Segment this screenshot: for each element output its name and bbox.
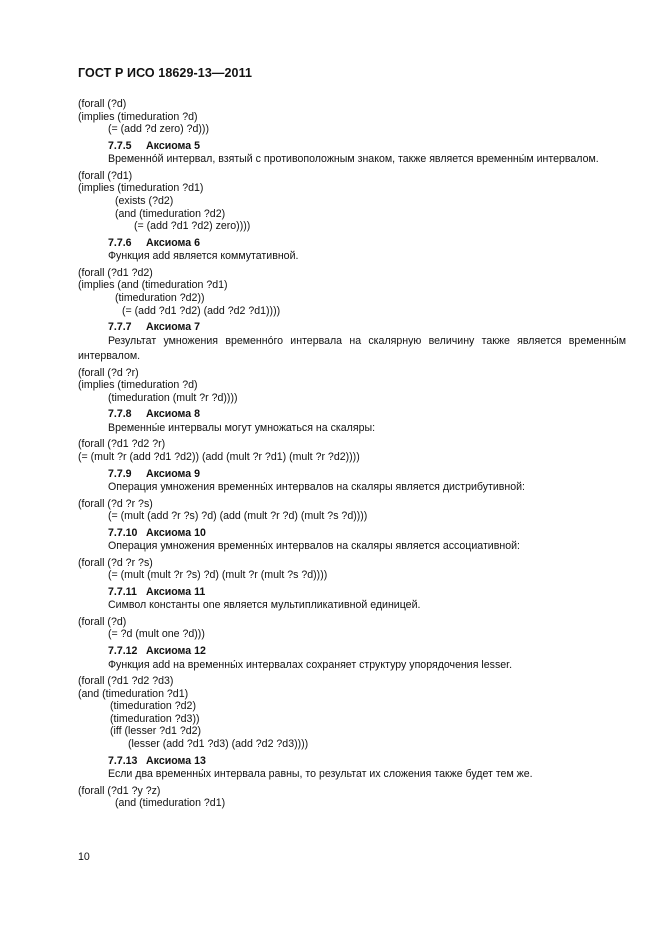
code-line: (forall (?d1)	[78, 169, 133, 182]
page-number: 10	[78, 851, 90, 863]
code-line: (= (mult (add ?r ?s) ?d) (add (mult ?r ?d) (mult ?s ?d))))	[108, 510, 368, 523]
section-title: Аксиома 12	[146, 645, 206, 658]
code-block	[78, 367, 626, 405]
code-line: (= (mult (mult ?r ?s) ?d) (mult ?r (mult ?s ?d))))	[108, 569, 328, 582]
code-line: (and (timeduration ?d1)	[78, 687, 189, 700]
section-heading	[78, 527, 626, 540]
code-line: (= (add ?d zero) ?d)))	[108, 123, 209, 136]
code-line: (implies (timeduration ?d)	[78, 110, 198, 123]
section-number: 7.7.9	[108, 467, 132, 480]
section-text: Результат умножения временно́го интервала на скалярную величину также является временны́м интервалом.	[78, 334, 626, 363]
code-line: (timeduration ?d3))	[110, 712, 200, 725]
section-number: 7.7.11	[108, 585, 137, 598]
section-title: Аксиома 8	[146, 408, 200, 421]
code-line: (implies (and (timeduration ?d1)	[78, 279, 228, 292]
code-line: (forall (?d1 ?d2 ?r)	[78, 438, 166, 451]
section-heading	[78, 645, 626, 658]
code-line: (forall (?d)	[78, 98, 127, 110]
code-block	[78, 498, 626, 523]
code-line: (timeduration ?d2)	[110, 700, 196, 713]
section-text: Операция умножения временны́х интервалов на скаляры является дистрибутивной:	[108, 481, 526, 494]
section-number: 7.7.13	[108, 754, 138, 767]
section-text: Операция умножения временны́х интервалов на скаляры является ассоциативной:	[108, 540, 520, 553]
code-line: (timeduration (mult ?r ?d))))	[108, 391, 238, 404]
section-title: Аксиома 6	[146, 236, 200, 249]
code-line: (and (timeduration ?d2)	[115, 207, 226, 220]
intro-code-block	[78, 98, 626, 136]
code-block	[78, 170, 626, 233]
section-heading	[78, 586, 626, 599]
code-line: (= (add ?d1 ?d2) zero))))	[134, 220, 251, 233]
section-number: 7.7.5	[108, 139, 132, 152]
section-text: Если два временны́х интервала равны, то результат их сложения также будет тем же.	[108, 768, 533, 781]
code-block	[78, 557, 626, 582]
section-text: Временно́й интервал, взятый с противоположным знаком, также является временны́м интервалом.	[108, 153, 599, 166]
code-block	[78, 267, 626, 317]
code-line: (implies (timeduration ?d)	[78, 379, 198, 392]
code-line: (= ?d (mult one ?d)))	[108, 628, 205, 641]
code-line: (= (add ?d1 ?d2) (add ?d2 ?d1))))	[122, 304, 281, 317]
section-number: 7.7.6	[108, 236, 132, 249]
section-title: Аксиома 9	[146, 467, 200, 480]
section-number: 7.7.12	[108, 645, 138, 658]
code-line: (= (mult ?r (add ?d1 ?d2)) (add (mult ?r ?d1) (mult ?r ?d2))))	[78, 450, 360, 463]
code-line: (forall (?d1 ?d2)	[78, 266, 153, 279]
section-heading	[78, 468, 626, 481]
section-title: Аксиома 5	[146, 139, 200, 152]
code-line: (forall (?d)	[78, 615, 127, 628]
code-line: (forall (?d1 ?y ?z)	[78, 784, 161, 797]
code-line: (exists (?d2)	[115, 194, 174, 207]
code-block	[78, 785, 626, 810]
section-title: Аксиома 7	[146, 321, 200, 334]
code-line: (lesser (add ?d1 ?d3) (add ?d2 ?d3))))	[128, 738, 309, 751]
section-text: Функция add является коммутативной.	[108, 250, 299, 263]
section-number: 7.7.10	[108, 526, 138, 539]
section-title: Аксиома 11	[146, 585, 206, 598]
section-title: Аксиома 10	[146, 526, 206, 539]
section-number: 7.7.7	[108, 321, 132, 334]
section-number: 7.7.8	[108, 408, 132, 421]
section-heading	[78, 755, 626, 768]
document-body	[78, 96, 626, 813]
code-line: (and (timeduration ?d1)	[115, 797, 226, 810]
code-line: (forall (?d ?r ?s)	[78, 556, 153, 569]
section-heading	[78, 408, 626, 421]
section-heading	[78, 321, 626, 334]
section-title: Аксиома 13	[146, 754, 206, 767]
section-heading	[78, 140, 626, 153]
code-line: (forall (?d ?r)	[78, 366, 139, 379]
section-text: Символ константы one является мультипликативной единицей.	[108, 599, 421, 612]
code-line: (iff (lesser ?d1 ?d2)	[110, 725, 202, 738]
code-line: (implies (timeduration ?d1)	[78, 182, 204, 195]
code-block	[78, 675, 626, 751]
code-block	[78, 438, 626, 463]
code-line: (timeduration ?d2))	[115, 291, 205, 304]
code-line: (forall (?d ?r ?s)	[78, 497, 153, 510]
section-heading	[78, 237, 626, 250]
code-block	[78, 616, 626, 641]
section-text: Временны́е интервалы могут умножаться на скаляры:	[108, 421, 376, 434]
code-line: (forall (?d1 ?d2 ?d3)	[78, 675, 174, 688]
section-text: Функция add на временны́х интервалах сохраняет структуру упорядочения lesser.	[108, 658, 513, 671]
document-header: ГОСТ Р ИСО 18629-13—2011	[78, 66, 253, 80]
